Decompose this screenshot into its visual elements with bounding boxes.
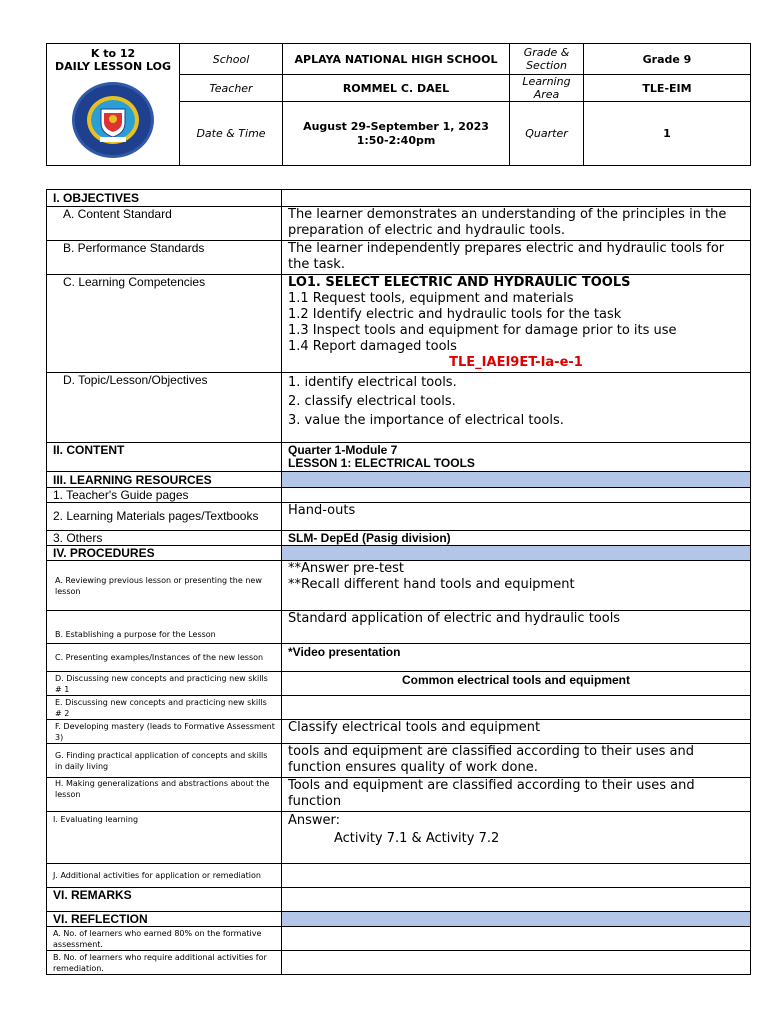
reflection-heading: VI. REFLECTION: [47, 912, 282, 927]
performance-standards-label: B. Performance Standards: [47, 241, 282, 275]
procedure-f-value: Classify electrical tools and equipment: [282, 720, 751, 744]
competency-item: 1.1 Request tools, equipment and materials: [288, 291, 574, 306]
procedure-g-label: G. Finding practical application of concepts and skills in daily living: [47, 744, 282, 778]
objectives-heading: I. OBJECTIVES: [47, 190, 282, 207]
content-standard-label: A. Content Standard: [47, 207, 282, 241]
competency-item: 1.3 Inspect tools and equipment for damage prior to its use: [288, 323, 677, 338]
content-standard-value: The learner demonstrates an understanding of the principles in the preparation of electric and hydraulic tools.: [282, 207, 751, 241]
procedure-e-label: E. Discussing new concepts and practicing new skills # 2: [47, 696, 282, 720]
others-label: 3. Others: [47, 531, 282, 546]
others-value: SLM- DepEd (Pasig division): [282, 531, 751, 546]
performance-standards-value: The learner independently prepares electric and hydraulic tools for the task.: [282, 241, 751, 275]
lesson-log-table: [46, 189, 751, 975]
resources-heading: III. LEARNING RESOURCES: [47, 472, 282, 488]
remarks-heading: VI. REMARKS: [47, 888, 282, 912]
teacher-label: Teacher: [180, 75, 283, 102]
area-value: TLE-EIM: [584, 75, 751, 102]
competency-code: TLE_IAEI9ET-Ia-e-1: [449, 355, 583, 370]
reflection-a-label: A. No. of learners who earned 80% on the formative assessment.: [47, 927, 282, 951]
learning-competencies-value: [282, 275, 751, 373]
quarter-value: 1: [584, 102, 751, 166]
school-seal-logo: [70, 79, 156, 161]
content-heading: II. CONTENT: [47, 443, 282, 472]
topic-objectives-label: D. Topic/Lesson/Objectives: [47, 373, 282, 443]
procedure-c-value: *Video presentation: [282, 644, 751, 672]
competency-item: 1.2 Identify electric and hydraulic tools for the task: [288, 307, 622, 322]
grade-value: Grade 9: [584, 44, 751, 75]
procedure-d-value: Common electrical tools and equipment: [282, 672, 751, 696]
competency-title: LO1. SELECT ELECTRIC AND HYDRAULIC TOOLS: [288, 275, 631, 290]
content-value: Quarter 1-Module 7 LESSON 1: ELECTRICAL TOOLS: [282, 443, 751, 472]
learning-materials-value: Hand-outs: [282, 503, 751, 531]
procedure-b-value: Standard application of electric and hydraulic tools: [282, 611, 751, 644]
datetime-value: August 29-September 1, 2023 1:50-2:40pm: [283, 102, 510, 166]
procedure-h-value: Tools and equipment are classified according to their uses and function: [282, 778, 751, 812]
procedure-c-label: C. Presenting examples/Instances of the new lesson: [47, 644, 282, 672]
grade-label: Grade & Section: [510, 44, 584, 75]
competency-item: 1.4 Report damaged tools: [288, 339, 457, 354]
procedure-i-label: I. Evaluating learning: [47, 812, 282, 864]
topic-objectives-value: [282, 373, 751, 443]
procedure-d-label: D. Discussing new concepts and practicing new skills # 1: [47, 672, 282, 696]
procedure-f-label: F. Developing mastery (leads to Formative Assessment 3): [47, 720, 282, 744]
teacher-value: ROMMEL C. DAEL: [283, 75, 510, 102]
procedure-i-value: Answer: Activity 7.1 & Activity 7.2: [282, 812, 751, 864]
log-title: K to 12 DAILY LESSON LOG: [54, 47, 172, 73]
learning-materials-label: 2. Learning Materials pages/Textbooks: [47, 503, 282, 531]
procedure-h-label: H. Making generalizations and abstractions about the lesson: [47, 778, 282, 812]
area-label: Learning Area: [510, 75, 584, 102]
objective-item: 3. value the importance of electrical tools.: [288, 413, 564, 428]
school-label: School: [180, 44, 283, 75]
objective-item: 2. classify electrical tools.: [288, 394, 456, 409]
procedure-b-label: B. Establishing a purpose for the Lesson: [47, 611, 282, 644]
title-logo-cell: [47, 44, 180, 166]
procedure-a-label: A. Reviewing previous lesson or presenting the new lesson: [47, 561, 282, 611]
objective-item: 1. identify electrical tools.: [288, 375, 457, 390]
procedure-j-label: J. Additional activities for application or remediation: [47, 864, 282, 888]
school-value: APLAYA NATIONAL HIGH SCHOOL: [283, 44, 510, 75]
procedures-heading: IV. PROCEDURES: [47, 546, 282, 561]
reflection-b-label: B. No. of learners who require additional activities for remediation.: [47, 951, 282, 975]
header-table: [46, 43, 751, 166]
datetime-label: Date & Time: [180, 102, 283, 166]
teachers-guide-label: 1. Teacher's Guide pages: [47, 488, 282, 503]
procedure-a-value: **Answer pre-test **Recall different hand tools and equipment: [282, 561, 751, 611]
learning-competencies-label: C. Learning Competencies: [47, 275, 282, 373]
quarter-label: Quarter: [510, 102, 584, 166]
procedure-g-value: tools and equipment are classified according to their uses and function ensures quality of work done.: [282, 744, 751, 778]
